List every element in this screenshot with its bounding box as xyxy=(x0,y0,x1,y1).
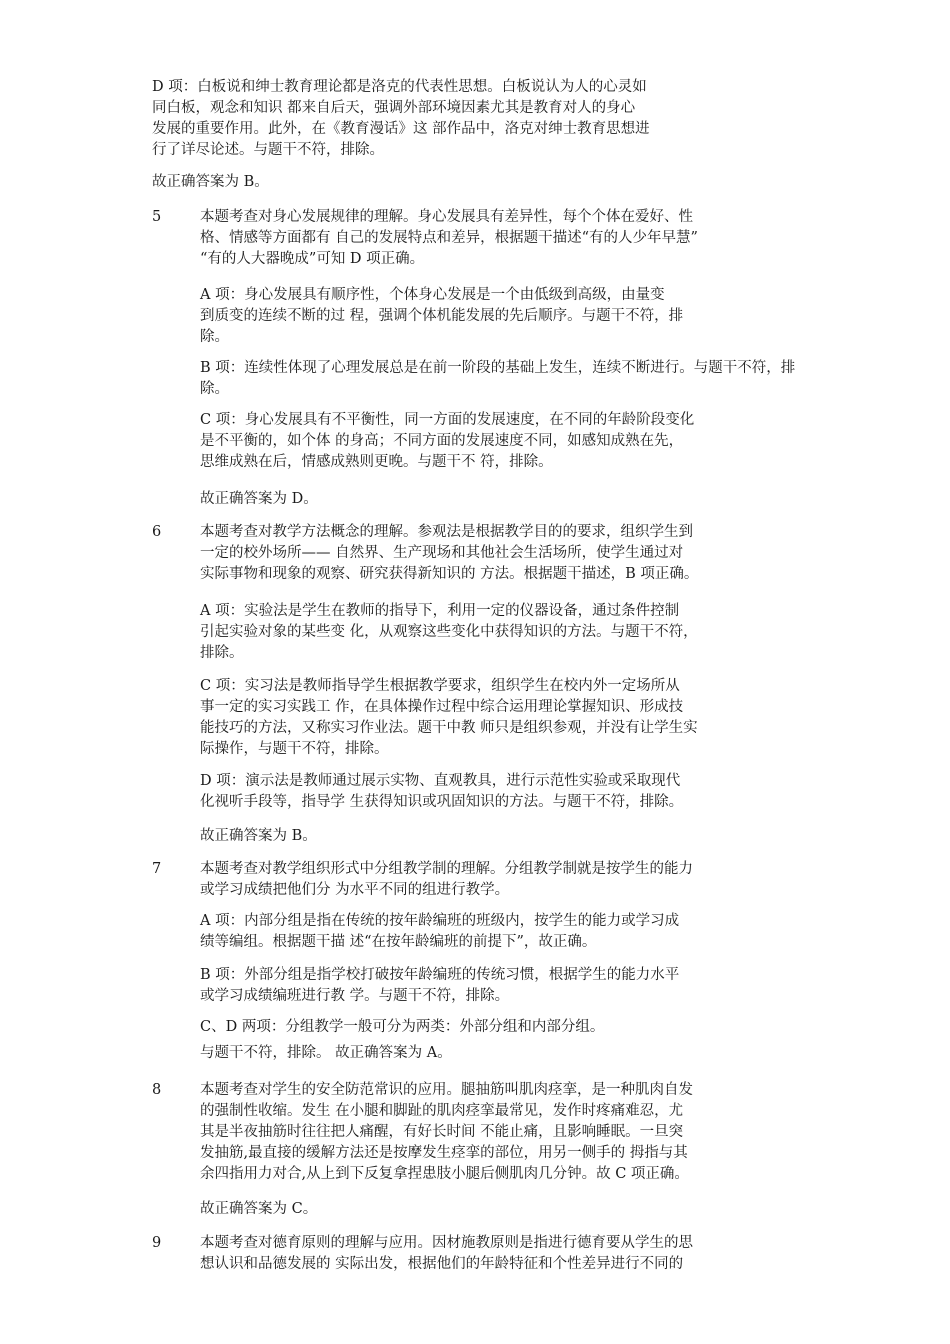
option-c xyxy=(200,676,698,760)
text-line: C、D 两项：分组教学一般可分为两类：外部分组和内部分组。 xyxy=(200,1019,605,1035)
text-line: 除。 xyxy=(200,329,229,345)
text-line: 一定的校外场所—— 自然界、生产现场和其他社会生活场所，使学生通过对 xyxy=(200,545,684,561)
question-number: 6 xyxy=(152,524,162,540)
question-stem xyxy=(200,1233,693,1275)
text-line: 思维成熟在后，情感成熟则更晚。与题干不 符，排除。 xyxy=(200,454,553,470)
option-a xyxy=(200,601,698,664)
option-b xyxy=(200,358,795,400)
text-line: 其是半夜抽筋时往往把人痛醒，有好长时间 不能止痛，且影响睡眠。一旦突 xyxy=(200,1124,684,1140)
text-line: B 项：连续性体现了心理发展总是在前一阶段的基础上发生，连续不断进行。与题干不符，排 xyxy=(200,360,796,376)
answer-line: 与题干不符，排除。 故正确答案为 A。 xyxy=(200,1045,452,1061)
text-line: 本题考查对身心发展规律的理解。身心发展具有差异性，每个个体在爱好、性 xyxy=(200,209,693,225)
text-line: 想认识和品德发展的 实际出发，根据他们的年龄特征和个性差异进行不同的 xyxy=(200,1256,684,1272)
question-stem xyxy=(200,207,698,270)
text-line: 发抽筋,最直接的缓解方法还是按摩发生痉挛的部位，用另一侧手的 拇指与其 xyxy=(200,1145,688,1161)
text-line: 能技巧的方法，又称实习作业法。题干中教 师只是组织参观，并没有让学生实 xyxy=(200,720,698,736)
text-line: C 项：实习法是教师指导学生根据教学要求，组织学生在校内外一定场所从 xyxy=(200,678,680,694)
text-line: D 项：演示法是教师通过展示实物、直观教具，进行示范性实验或采取现代 xyxy=(200,773,681,789)
answer-line: 故正确答案为 B。 xyxy=(152,174,269,190)
text-line: 余四指用力对合,从上到下反复拿捏患肢小腿后侧肌肉几分钟。故 C 项正确。 xyxy=(200,1166,689,1182)
question-number: 5 xyxy=(152,209,162,225)
text-line: 际操作，与题干不符，排除。 xyxy=(200,741,389,757)
text-line: 化视听手段等，指导学 生获得知识或巩固知识的方法。与题干不符，排除。 xyxy=(200,794,684,810)
text-line: 事一定的实习实践工 作，在具体操作过程中综合运用理论掌握知识、形成技 xyxy=(200,699,684,715)
option-a xyxy=(200,285,683,348)
text-line: 本题考查对德育原则的理解与应用。因材施教原则是指进行德育要从学生的思 xyxy=(200,1235,693,1251)
question-stem xyxy=(200,1080,693,1185)
text-line: A 项：身心发展具有顺序性，个体身心发展是一个由低级到高级，由量变 xyxy=(200,287,665,303)
text-line: 除。 xyxy=(200,381,229,397)
text-line: 本题考查对学生的安全防范常识的应用。腿抽筋叫肌肉痉挛，是一种肌肉自发 xyxy=(200,1082,693,1098)
text-line: 同白板，观念和知识 都来自后天，强调外部环境因素尤其是教育对人的身心 xyxy=(152,100,636,116)
question-stem xyxy=(200,522,698,585)
text-line: 的强制性收缩。发生 在小腿和脚趾的肌肉痉挛最常见，发作时疼痛难忍，尤 xyxy=(200,1103,684,1119)
text-line: 是不平衡的，如个体 的身高；不同方面的发展速度不同，如感知成熟在先， xyxy=(200,433,684,449)
text-line: 实际事物和现象的观察、研究获得新知识的 方法。根据题干描述，B 项正确。 xyxy=(200,566,699,582)
option-c-d xyxy=(200,1017,604,1038)
text-line: 或学习成绩编班进行教 学。与题干不符，排除。 xyxy=(200,988,510,1004)
option-a xyxy=(200,911,679,953)
answer-line: 故正确答案为 C。 xyxy=(200,1201,318,1217)
q4-option-d xyxy=(152,77,650,161)
answer-line: 故正确答案为 B。 xyxy=(200,828,317,844)
q4-answer xyxy=(152,172,269,193)
question-number: 9 xyxy=(152,1235,162,1251)
text-line: 行了详尽论述。与题干不符，排除。 xyxy=(152,142,384,158)
text-line: B 项：外部分组是指学校打破按年龄编班的传统习惯，根据学生的能力水平 xyxy=(200,967,680,983)
text-line: 本题考查对教学方法概念的理解。参观法是根据教学目的的要求，组织学生到 xyxy=(200,524,693,540)
question-number: 7 xyxy=(152,861,162,877)
question-answer xyxy=(200,489,318,510)
text-line: D 项：白板说和绅士教育理论都是洛克的代表性思想。白板说认为人的心灵如 xyxy=(152,79,647,95)
option-c xyxy=(200,410,694,473)
text-line: C 项：身心发展具有不平衡性，同一方面的发展速度，在不同的年龄阶段变化 xyxy=(200,412,695,428)
question-number: 8 xyxy=(152,1082,162,1098)
text-line: 格、情感等方面都有 自己的发展特点和差异，根据题干描述“有的人少年早慧” xyxy=(200,230,698,246)
text-line: A 项：内部分组是指在传统的按年龄编班的班级内，按学生的能力或学习成 xyxy=(200,913,680,929)
text-line: A 项：实验法是学生在教师的指导下，利用一定的仪器设备，通过条件控制 xyxy=(200,603,680,619)
question-answer xyxy=(200,1199,317,1220)
text-line: 到质变的连续不断的过 程，强调个体机能发展的先后顺序。与题干不符，排 xyxy=(200,308,684,324)
text-line: 或学习成绩把他们分 为水平不同的组进行教学。 xyxy=(200,882,510,898)
answer-line: 故正确答案为 D。 xyxy=(200,491,318,507)
text-line: 本题考查对教学组织形式中分组教学制的理解。分组教学制就是按学生的能力 xyxy=(200,861,693,877)
text-line: “有的人大器晚成”可知 D 项正确。 xyxy=(200,251,425,267)
question-answer xyxy=(200,1043,452,1064)
question-stem xyxy=(200,859,693,901)
option-d xyxy=(200,771,683,813)
text-line: 排除。 xyxy=(200,645,244,661)
text-line: 引起实验对象的某些变 化，从观察这些变化中获得知识的方法。与题干不符， xyxy=(200,624,698,640)
question-answer xyxy=(200,826,317,847)
text-line: 绩等编组。根据题干描 述“在按年龄编班的前提下”，故正确。 xyxy=(200,934,597,950)
option-b xyxy=(200,965,679,1007)
text-line: 发展的重要作用。此外，在《教育漫话》这 部作品中，洛克对绅士教育思想进 xyxy=(152,121,650,137)
